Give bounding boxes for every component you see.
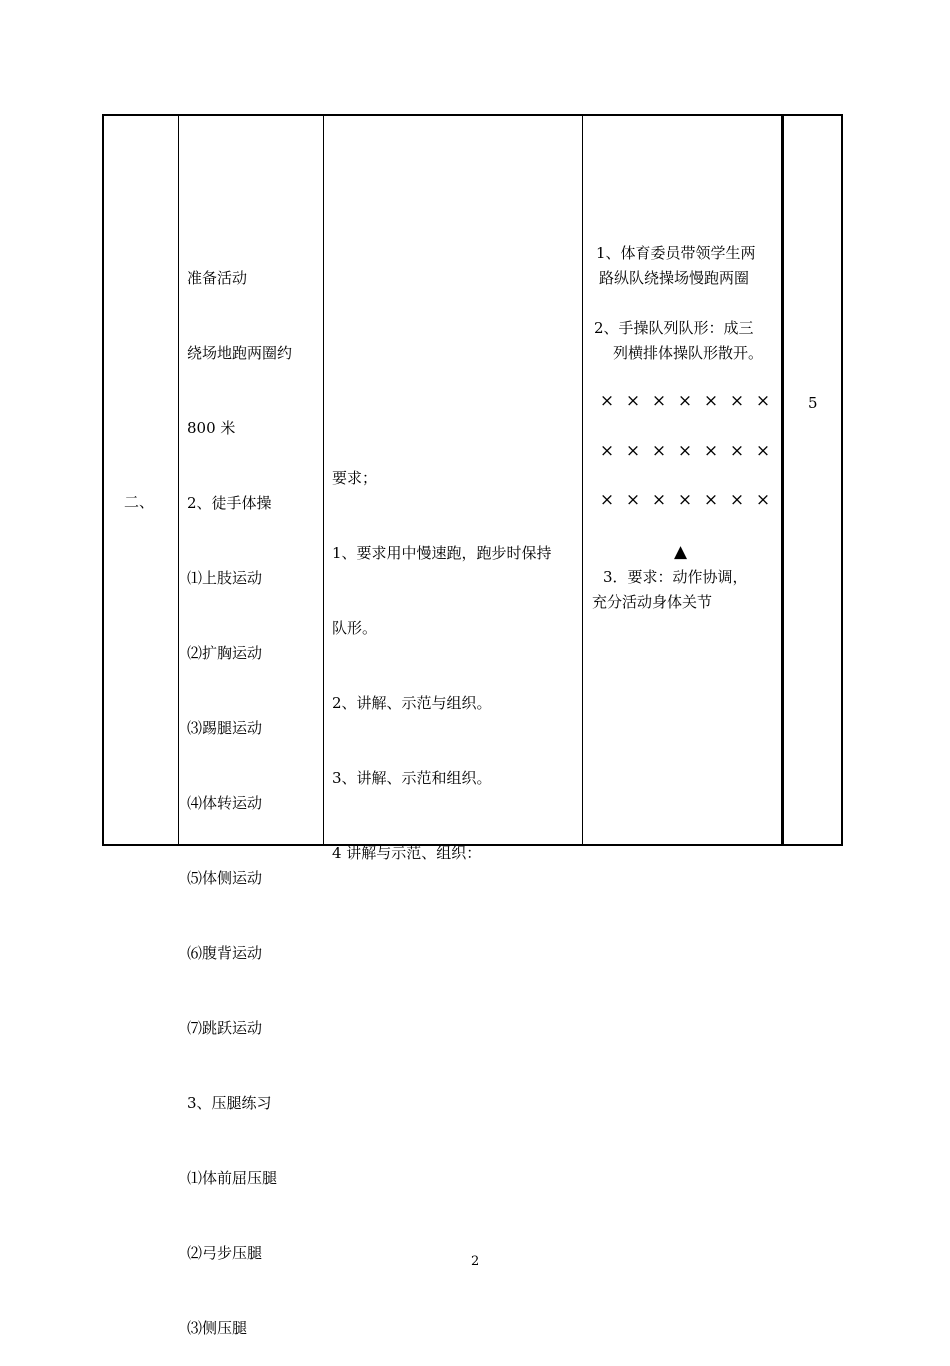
student-marker-icon: × — [755, 490, 771, 510]
teacher-line: 要求； — [332, 469, 378, 487]
student-marker-icon: × — [599, 490, 615, 510]
table-right-border — [841, 114, 843, 846]
organization-para2-line1: 2、手操队列队形：成三 — [594, 319, 754, 337]
table-left-border — [102, 114, 104, 846]
content-line: 3、压腿练习 — [187, 1094, 272, 1112]
teacher-line: 1、要求用中慢速跑，跑步时保持 — [332, 544, 552, 562]
content-cell — [187, 216, 292, 1366]
content-line: ⑸体侧运动 — [187, 869, 263, 887]
organization-para3-line1: 3．要求：动作协调， — [603, 568, 748, 586]
student-marker-icon: × — [703, 391, 719, 411]
organization-para2-line2: 列横排体操队形散开。 — [613, 344, 764, 362]
student-marker-icon: × — [703, 441, 719, 461]
content-line: ⑷体转运动 — [187, 794, 263, 812]
student-marker-icon: × — [625, 490, 641, 510]
time-value: 5 — [808, 394, 818, 412]
student-marker-icon: × — [625, 441, 641, 461]
teacher-cell — [332, 416, 552, 891]
formation-row — [597, 490, 773, 510]
organization-para1-line1: 1、体育委员带领学生两 — [596, 244, 756, 262]
teacher-line: 3、讲解、示范和组织。 — [332, 769, 492, 787]
student-marker-icon: × — [755, 391, 771, 411]
content-line: 2、徒手体操 — [187, 494, 272, 512]
student-marker-icon: × — [703, 490, 719, 510]
teacher-line: 2、讲解、示范与组织。 — [332, 694, 492, 712]
student-marker-icon: × — [677, 490, 693, 510]
organization-para3-line2: 充分活动身体关节 — [592, 593, 713, 611]
content-line: ⑴体前屈压腿 — [187, 1169, 278, 1187]
content-line: ⑺跳跃运动 — [187, 1019, 263, 1037]
formation-row — [597, 441, 773, 461]
student-marker-icon: × — [651, 490, 667, 510]
content-line: 绕场地跑两圈约 — [187, 344, 293, 362]
student-marker-icon: × — [625, 391, 641, 411]
teacher-line: 队形。 — [332, 619, 378, 637]
content-line: ⑹腹背运动 — [187, 944, 263, 962]
student-marker-icon: × — [677, 391, 693, 411]
content-line: ⑴上肢运动 — [187, 569, 263, 587]
content-line: ⑶踢腿运动 — [187, 719, 263, 737]
organization-para1-line2: 路纵队绕操场慢跑两圈 — [599, 269, 750, 287]
student-marker-icon: × — [651, 441, 667, 461]
student-marker-icon: × — [729, 441, 745, 461]
student-marker-icon: × — [651, 391, 667, 411]
student-marker-icon: × — [755, 441, 771, 461]
column-divider-1 — [178, 114, 179, 846]
column-divider-4-thick — [781, 114, 784, 846]
content-line: ⑵弓步压腿 — [187, 1244, 263, 1262]
student-marker-icon: × — [677, 441, 693, 461]
table-top-border — [102, 114, 843, 116]
teacher-marker-icon: ▲ — [674, 542, 688, 562]
formation-row — [597, 391, 773, 411]
column-divider-2 — [323, 114, 324, 846]
student-marker-icon: × — [599, 441, 615, 461]
content-line: ⑶侧压腿 — [187, 1319, 248, 1337]
page-number: 2 — [471, 1254, 480, 1269]
student-marker-icon: × — [729, 391, 745, 411]
section-number: 二、 — [124, 493, 155, 511]
student-marker-icon: × — [729, 490, 745, 510]
content-line: 准备活动 — [187, 269, 248, 287]
content-line: 800 米 — [187, 419, 236, 437]
teacher-line: 4 讲解与示范、组织： — [332, 844, 482, 862]
content-line: ⑵扩胸运动 — [187, 644, 263, 662]
column-divider-3 — [582, 114, 583, 846]
student-marker-icon: × — [599, 391, 615, 411]
